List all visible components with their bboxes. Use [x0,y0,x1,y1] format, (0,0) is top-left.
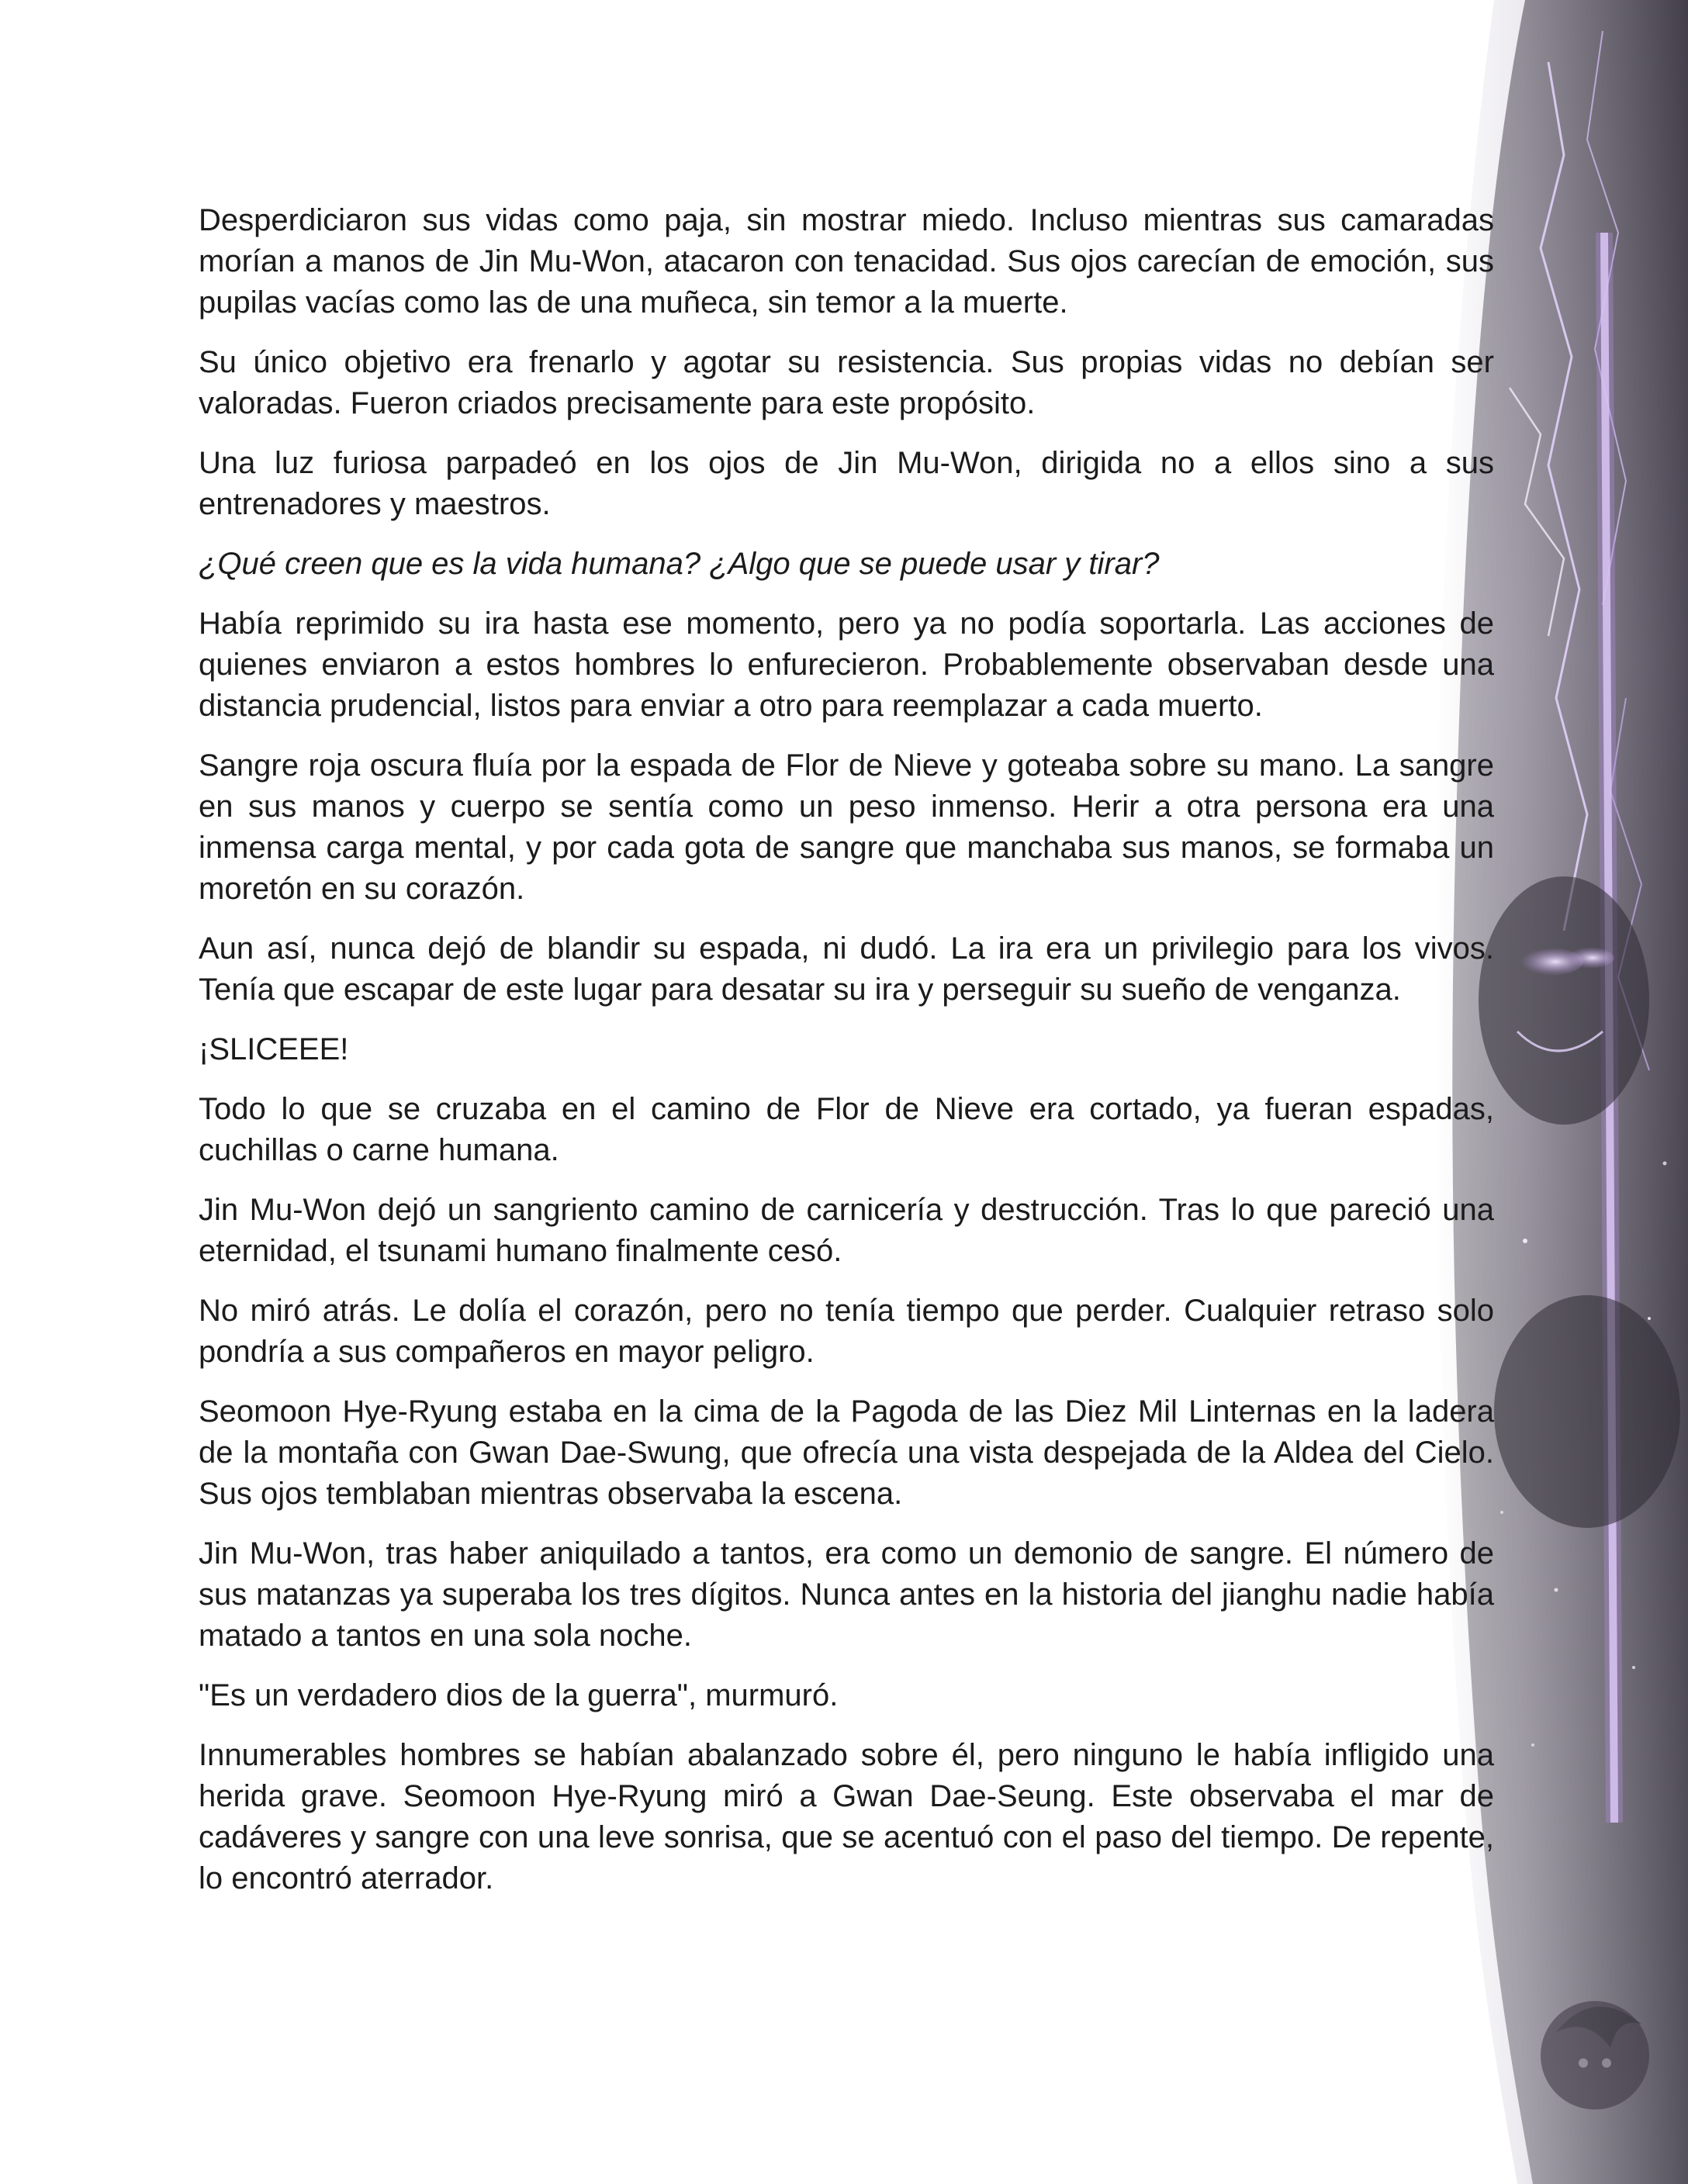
paragraph-7: Aun así, nunca dejó de blandir su espada, ni dudó. La ira era un privilegio para los vivos. Tenía que escapar de este lugar para desatar su ira y perseguir su sueño de venganza. [199,931,1494,1007]
text-column [199,200,1494,1918]
paragraph-9: Todo lo que se cruzaba en el camino de Flor de Nieve era cortado, ya fueran espadas, cuchillas o carne humana. [199,1092,1494,1167]
paragraph-2: Su único objetivo era frenarlo y agotar su resistencia. Sus propias vidas no debían ser valoradas. Fueron criados precisamente para este propósito. [199,345,1494,420]
paragraph-15: Innumerables hombres se habían abalanzado sobre él, pero ninguno le había infligido una herida grave. Seomoon Hye-Ryung miró a Gwan Dae-Seung. Este observaba el mar de cadáveres y sangre con una leve sonrisa, que se acentuó con el paso del tiempo. De repente, lo encontró aterrador. [199,1738,1494,1895]
dragon-logo-icon [1541,2001,1649,2110]
paragraph-5: Había reprimido su ira hasta ese momento, pero ya no podía soportarla. Las acciones de quienes enviaron a estos hombres lo enfurecieron. Probablemente observaban desde una distancia prudencial, listos para enviar a otro para reemplazar a cada muerto. [199,606,1494,723]
paragraph-1: Desperdiciaron sus vidas como paja, sin mostrar miedo. Incluso mientras sus camaradas morían a manos de Jin Mu-Won, atacaron con tenacidad. Sus ojos carecían de emoción, sus pupilas vacías como las de una muñeca, sin temor a la muerte. [199,203,1494,320]
paragraph-6: Sangre roja oscura fluía por la espada de Flor de Nieve y goteaba sobre su mano. La sangre en sus manos y cuerpo se sentía como un peso inmenso. Herir a otra persona era una inmensa carga mental, y por cada gota de sangre que manchaba sus manos, se formaba un moretón en su corazón. [199,748,1494,906]
paragraph-8-sound-effect: ¡SLICEEE! [199,1032,349,1066]
paragraph-12: Seomoon Hye-Ryung estaba en la cima de la Pagoda de las Diez Mil Linternas en la ladera de la montaña con Gwan Dae-Swung, que ofrecía una vista despejada de la Aldea del Cielo. Sus ojos temblaban mientras observaba la escena. [199,1394,1494,1511]
paragraph-14-quote: "Es un verdadero dios de la guerra", murmuró. [199,1678,839,1712]
paragraph-11: No miró atrás. Le dolía el corazón, pero no tenía tiempo que perder. Cualquier retraso solo pondría a sus compañeros en mayor peligro. [199,1294,1494,1369]
paragraph-13: Jin Mu-Won, tras haber aniquilado a tantos, era como un demonio de sangre. El número de sus matanzas ya superaba los tres dígitos. Nunca antes en la historia del jianghu nadie había matado a tantos en una sola noche. [199,1536,1494,1653]
paragraph-3: Una luz furiosa parpadeó en los ojos de Jin Mu-Won, dirigida no a ellos sino a sus entrenadores y maestros. [199,446,1494,521]
paragraph-4-thought: ¿Qué creen que es la vida humana? ¿Algo que se puede usar y tirar? [199,547,1160,581]
paragraph-10: Jin Mu-Won dejó un sangriento camino de carnicería y destrucción. Tras lo que pareció una eternidad, el tsunami humano finalmente cesó. [199,1193,1494,1268]
